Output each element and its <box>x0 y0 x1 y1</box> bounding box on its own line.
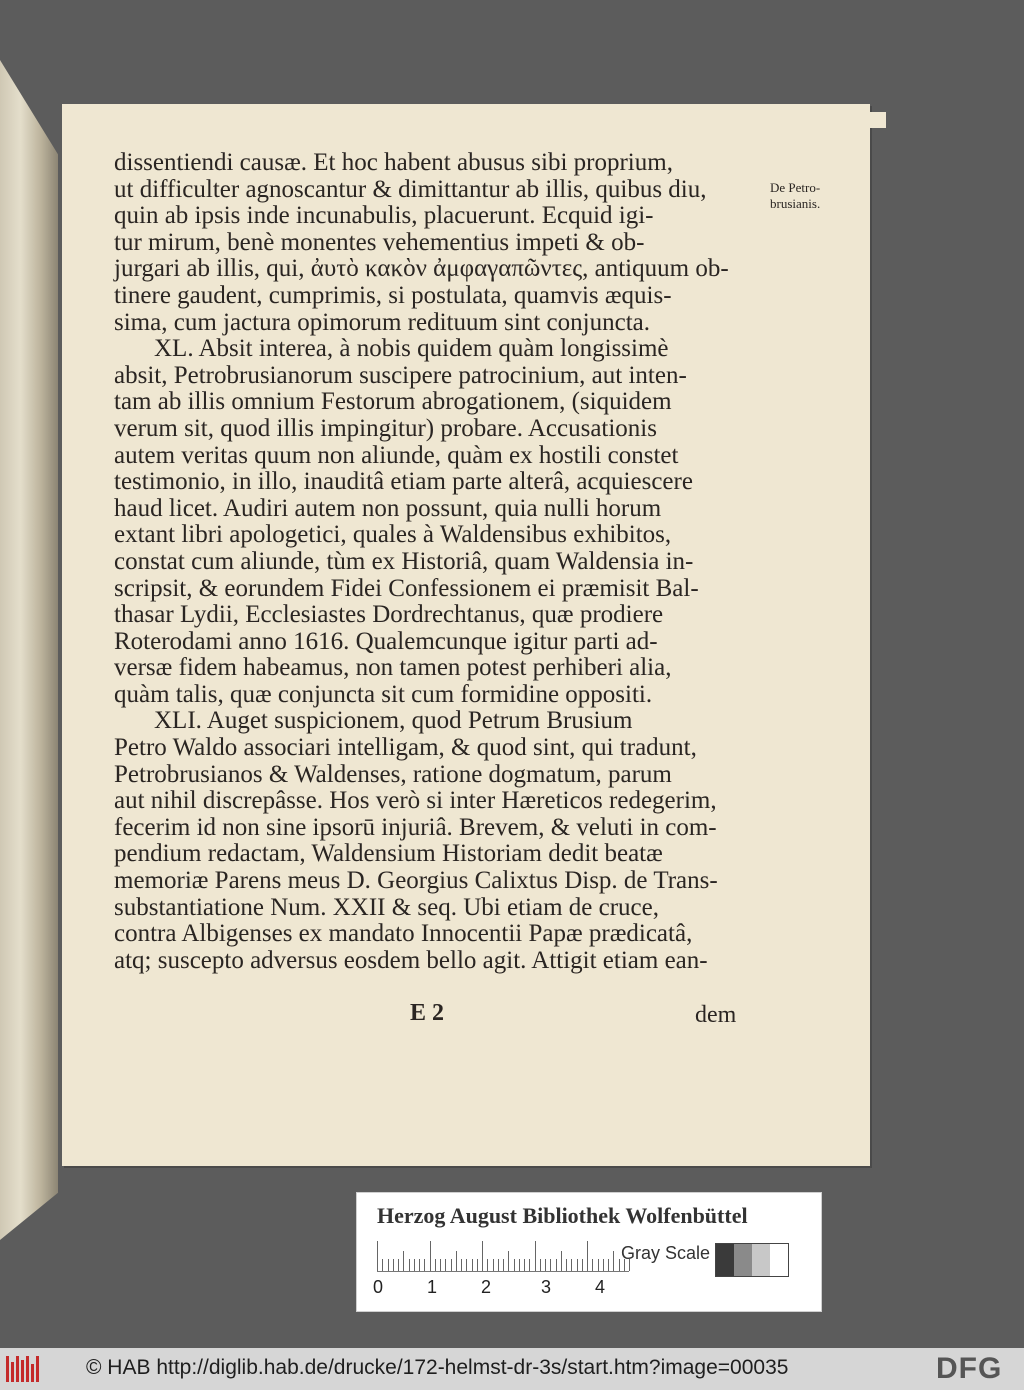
text-line: sima, cum jactura opimorum redituum sint conjuncta. <box>114 308 650 336</box>
text-line: Petrobrusianos & Waldenses, ratione dogmatum, parum <box>114 760 672 788</box>
permalink-text[interactable]: © HAB http://diglib.hab.de/drucke/172-helmst-dr-3s/start.htm?image=00035 <box>86 1356 789 1379</box>
ruler-tick <box>398 1259 399 1271</box>
library-name: Herzog August Bibliothek Wolfenbüttel <box>377 1203 748 1228</box>
text-line: tinere gaudent, cumprimis, si postulata, quamvis æquis- <box>114 281 672 309</box>
ruler-tick <box>619 1259 620 1271</box>
text-line: thasar Lydii, Ecclesiastes Dordrechtanus, quæ prodiere <box>114 601 664 629</box>
text-line: testimonio, in illo, inauditâ etiam parte alterâ, acquiescere <box>114 468 693 496</box>
ruler-tick <box>377 1241 378 1271</box>
ruler-tick <box>524 1259 525 1271</box>
ruler-tick <box>409 1259 410 1271</box>
ruler-tick <box>535 1241 536 1271</box>
text-line: tam ab illis omnium Festorum abrogationem, (siquidem <box>114 388 672 416</box>
ruler-tick <box>561 1251 562 1271</box>
ruler-tick <box>592 1259 593 1271</box>
ruler-tick <box>414 1259 415 1271</box>
ruler-tick <box>477 1259 478 1271</box>
ruler-tick <box>529 1259 530 1271</box>
text-line: Petro Waldo associari intelligam, & quod sint, qui tradunt, <box>114 734 697 762</box>
ruler-tick <box>514 1259 515 1271</box>
ruler-tick <box>508 1251 509 1271</box>
gray-swatch <box>716 1244 734 1276</box>
ruler-tick <box>582 1259 583 1271</box>
ruler-tick <box>482 1241 483 1271</box>
page-text <box>114 150 764 974</box>
page-corner <box>868 112 886 128</box>
text-line: verum sit, quod illis impingitur) probare. Accusationis <box>114 414 657 442</box>
ruler-tick <box>598 1259 599 1271</box>
ruler-tick <box>456 1251 457 1271</box>
ruler-tick <box>388 1259 389 1271</box>
text-line: ut difficulter agnoscantur & dimittantur ab illis, quibus diu, <box>114 175 707 203</box>
ruler-tick <box>382 1259 383 1271</box>
ruler-tick <box>613 1251 614 1271</box>
text-line: quàm talis, quæ conjuncta sit cum formidine oppositi. <box>114 680 653 708</box>
text-line: haud licet. Audiri autem non possunt, quia nulli horum <box>114 494 662 522</box>
ruler-tick <box>424 1259 425 1271</box>
text-line: tur mirum, benè monentes vehementius impeti & ob- <box>114 228 645 256</box>
signature-mark: E 2 <box>410 1000 445 1026</box>
ruler-number: 1 <box>427 1277 438 1297</box>
gray-swatch <box>770 1244 788 1276</box>
dfg-logo: DFG <box>936 1352 1003 1385</box>
ruler-number: 3 <box>541 1277 552 1297</box>
text-line: XL. Absit interea, à nobis quidem quàm longissimè <box>154 335 669 363</box>
ruler-number: 0 <box>373 1277 384 1297</box>
adjacent-page-edge <box>0 60 58 1240</box>
text-line: atq; suscepto adversus eosdem bello agit. Attigit etiam ean- <box>114 946 708 974</box>
text-line: aut nihil discrepâsse. Hos verò si inter Hæreticos redegerim, <box>114 787 717 815</box>
gray-swatch <box>752 1244 770 1276</box>
ruler-tick <box>519 1259 520 1271</box>
text-line: absit, Petrobrusianorum suscipere patrocinium, aut inten- <box>114 361 687 389</box>
ruler-tick <box>556 1259 557 1271</box>
ruler-tick <box>498 1259 499 1271</box>
ruler-number: 4 <box>595 1277 606 1297</box>
text-line: substantiatione Num. XXII & seq. Ubi etiam de cruce, <box>114 893 659 921</box>
ruler-tick <box>571 1259 572 1271</box>
text-line: constat cum aliunde, tùm ex Historiâ, quam Waldensia in- <box>114 547 694 575</box>
gray-swatch <box>734 1244 752 1276</box>
text-line: memoriæ Parens meus D. Georgius Calixtus Disp. de Trans- <box>114 867 718 895</box>
text-line: extant libri apologetici, quales à Waldensibus exhibitos, <box>114 521 672 549</box>
ruler-tick <box>503 1259 504 1271</box>
ruler-tick <box>419 1259 420 1271</box>
ruler-tick <box>472 1259 473 1271</box>
text-line: XLI. Auget suspicionem, quod Petrum Brusium <box>154 707 633 735</box>
text-line: fecerim id non sine ipsorū injuriâ. Brevem, & veluti in com- <box>114 813 717 841</box>
text-line: versæ fidem habeamus, non tamen potest perhiberi alia, <box>114 654 672 682</box>
ruler-tick <box>461 1259 462 1271</box>
ruler-tick <box>545 1259 546 1271</box>
ruler-tick <box>493 1259 494 1271</box>
hab-logo-icon <box>6 1356 46 1382</box>
ruler-tick <box>466 1259 467 1271</box>
ruler-tick <box>430 1241 431 1271</box>
text-line: quin ab ipsis inde incunabulis, placuerunt. Ecquid igi- <box>114 202 654 230</box>
ruler-tick <box>550 1259 551 1271</box>
ruler-tick <box>487 1259 488 1271</box>
text-line: contra Albigenses ex mandato Innocentii Papæ prædicatâ, <box>114 920 693 948</box>
ruler-tick <box>603 1259 604 1271</box>
text-line: scripsit, & eorundem Fidei Confessionem ei præmisit Bal- <box>114 574 699 602</box>
ruler-tick <box>587 1241 588 1271</box>
text-line: jurgari ab illis, qui, ἀυτὸ κακὸν ἀμφαγαπῶντες, antiquum ob- <box>114 255 729 283</box>
text-line: pendium redactam, Waldensium Historiam dedit beatæ <box>114 840 663 868</box>
ruler-tick <box>608 1259 609 1271</box>
ruler-tick <box>393 1259 394 1271</box>
margin-note-line: De Petro- <box>770 180 821 195</box>
margin-note <box>770 180 850 212</box>
color-scale-card <box>356 1192 822 1312</box>
footer-bar <box>0 1348 1024 1390</box>
gray-scale-swatches <box>715 1243 789 1277</box>
gray-scale-label: Gray Scale <box>621 1243 711 1263</box>
centimeter-ruler <box>377 1241 629 1272</box>
ruler-tick <box>403 1251 404 1271</box>
ruler-tick <box>445 1259 446 1271</box>
ruler-number: 2 <box>481 1277 492 1297</box>
ruler-tick <box>440 1259 441 1271</box>
margin-note-line: brusianis. <box>770 196 821 211</box>
ruler-tick <box>540 1259 541 1271</box>
ruler-tick <box>566 1259 567 1271</box>
ruler-tick <box>577 1259 578 1271</box>
text-line: dissentiendi causæ. Et hoc habent abusus sibi proprium, <box>114 149 673 176</box>
catchword: dem <box>695 1002 737 1028</box>
ruler-tick <box>451 1259 452 1271</box>
text-line: autem veritas quum non aliunde, quàm ex hostili constet <box>114 441 679 469</box>
text-line: Roterodami anno 1616. Qualemcunque igitur parti ad- <box>114 627 658 655</box>
ruler-tick <box>435 1259 436 1271</box>
